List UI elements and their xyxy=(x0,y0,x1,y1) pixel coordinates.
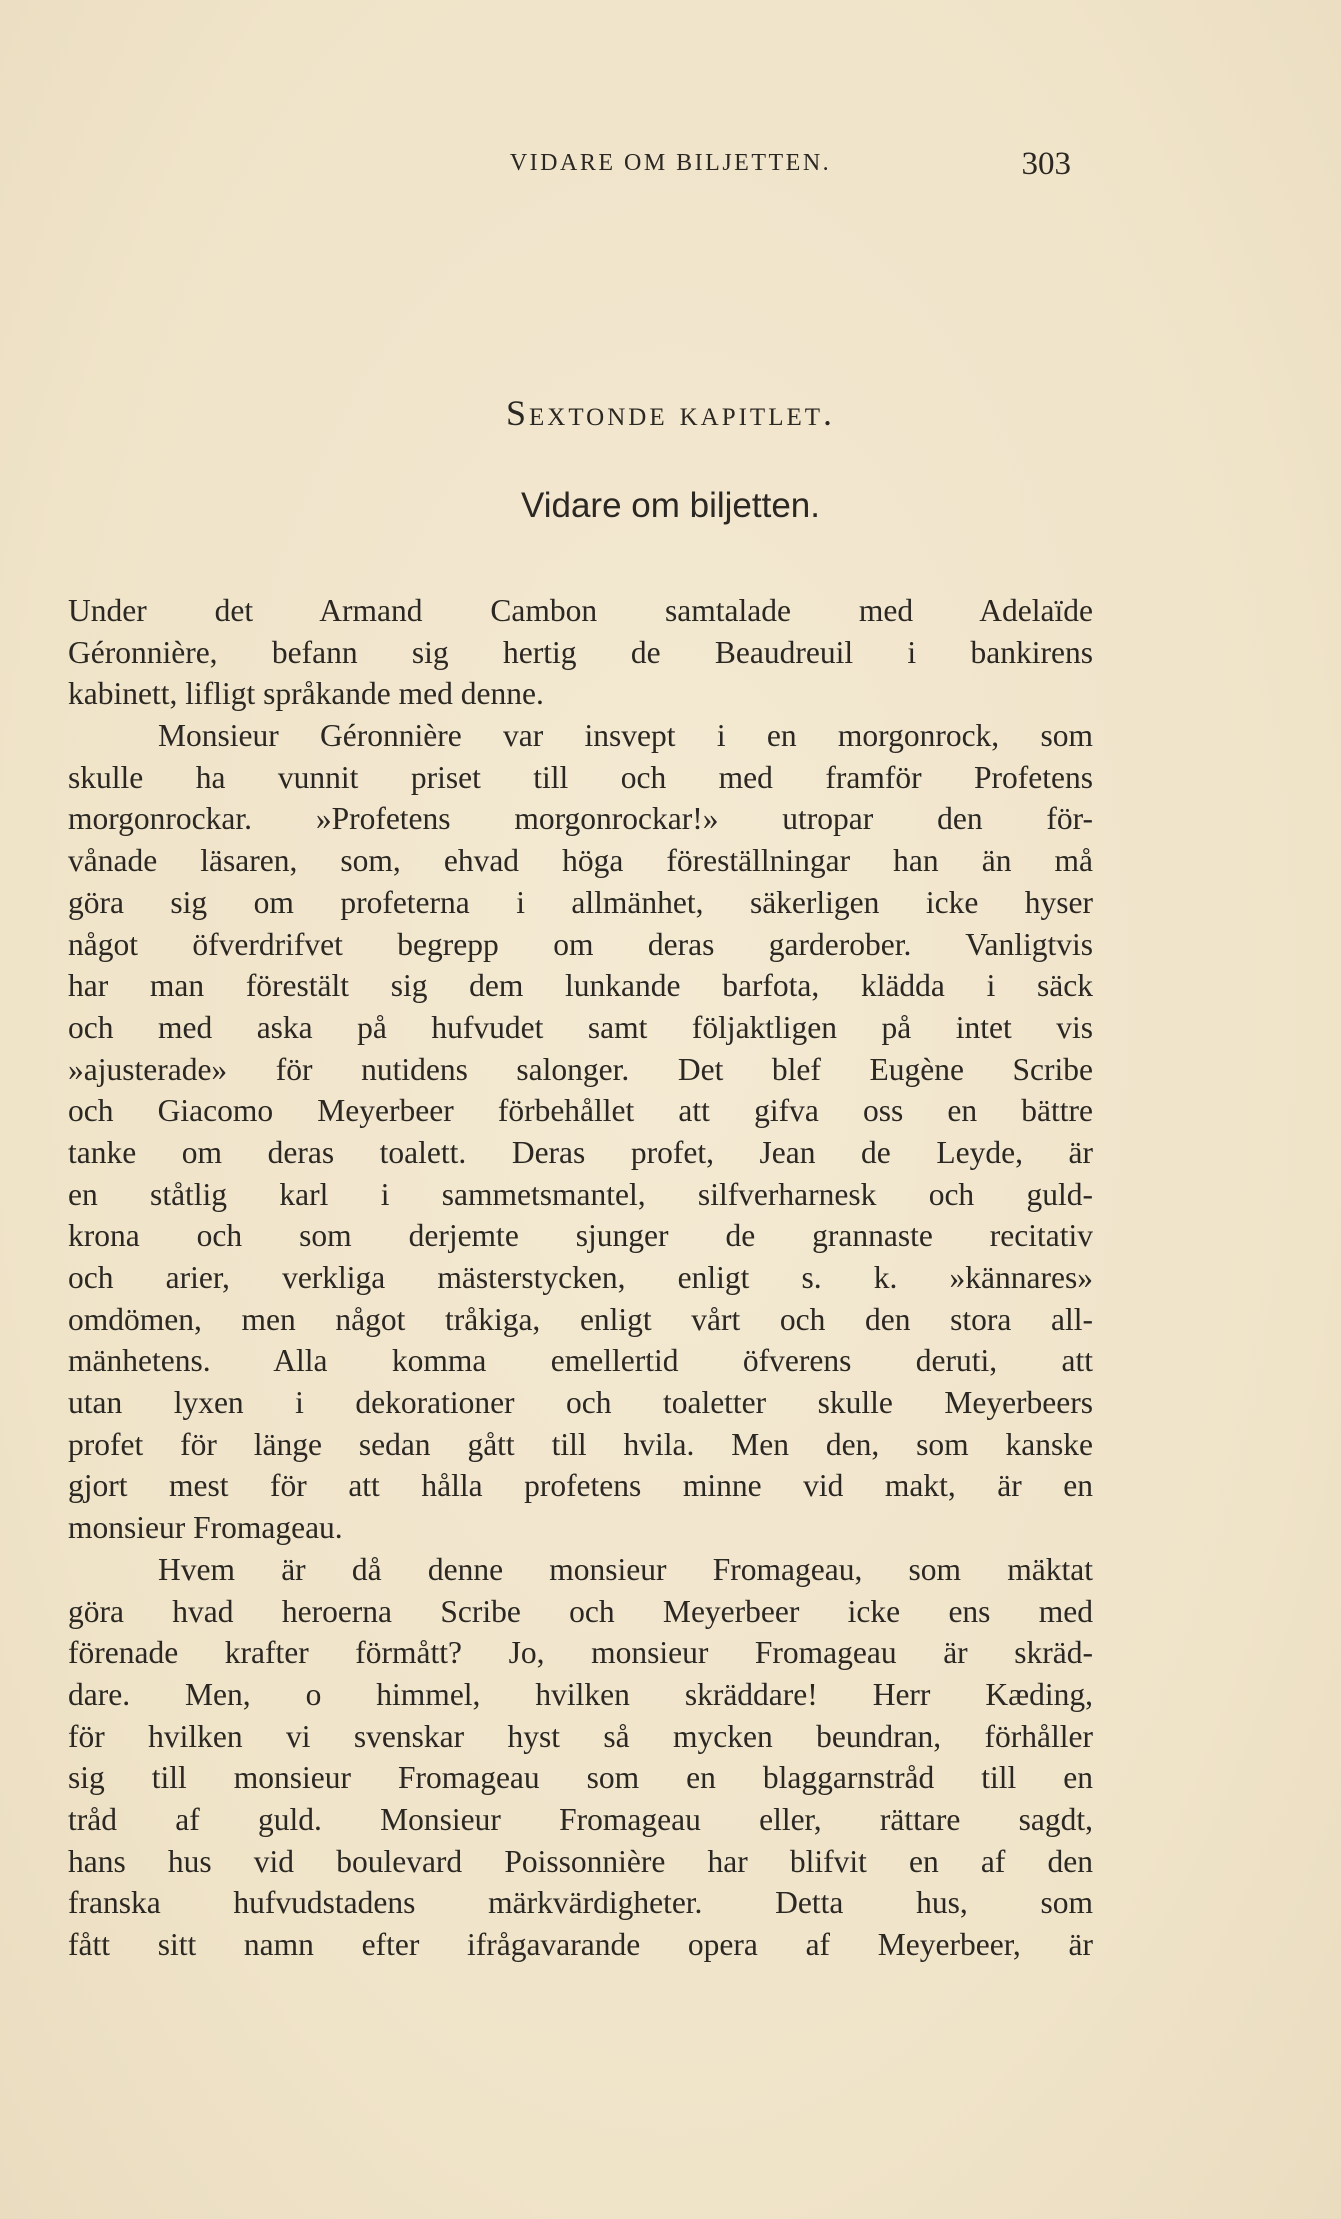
text-line: Géronnière, befann sig hertig de Beaudreuil i bankirens xyxy=(68,634,1093,670)
text-line: för hvilken vi svenskar hyst så mycken beundran, förhåller xyxy=(68,1718,1093,1754)
text-line: och Giacomo Meyerbeer förbehållet att gifva oss en bättre xyxy=(68,1093,1093,1129)
text-line: omdömen, men något tråkiga, enligt vårt och den stora all- xyxy=(68,1301,1093,1337)
text-line: en ståtlig karl i sammetsmantel, silfverharnesk och guld- xyxy=(68,1176,1093,1212)
text-line: skulle ha vunnit priset till och med framför Profetens xyxy=(68,759,1093,795)
text-line: göra hvad heroerna Scribe och Meyerbeer icke ens med xyxy=(68,1593,1093,1629)
text-line: monsieur Fromageau. xyxy=(68,1510,343,1546)
text-line: tråd af guld. Monsieur Fromageau eller, rättare sagdt, xyxy=(68,1801,1093,1837)
text-line: och med aska på hufvudet samt följaktligen på intet vis xyxy=(68,1009,1093,1045)
text-line: Monsieur Géronnière var insvept i en morgonrock, som xyxy=(158,718,1093,754)
text-line: gjort mest för att hålla profetens minne vid makt, är en xyxy=(68,1468,1093,1504)
text-line: något öfverdrifvet begrepp om deras garderober. Vanligtvis xyxy=(68,926,1093,962)
text-line: utan lyxen i dekorationer och toaletter skulle Meyerbeers xyxy=(68,1385,1093,1421)
text-line: profet för länge sedan gått till hvila. Men den, som kanske xyxy=(68,1426,1093,1462)
text-line: krona och som derjemte sjunger de grannaste recitativ xyxy=(68,1218,1093,1254)
text-line: och arier, verkliga mästerstycken, enligt s. k. »kännares» xyxy=(68,1260,1093,1295)
text-line: »ajusterade» för nutidens salonger. Det blef Eugène Scribe xyxy=(68,1051,1093,1087)
text-line: Hvem är då denne monsieur Fromageau, som mäktat xyxy=(158,1551,1093,1587)
text-line: mänhetens. Alla komma emellertid öfverens deruti, att xyxy=(68,1343,1093,1379)
text-line: förenade krafter förmått? Jo, monsieur Fromageau är skräd- xyxy=(68,1635,1093,1671)
page-number: 303 xyxy=(1021,146,1071,182)
text-line: dare. Men, o himmel, hvilken skräddare! Herr Kæding, xyxy=(68,1676,1093,1712)
chapter-heading: Sextonde kapitlet. xyxy=(505,393,836,433)
text-line: kabinett, lifligt språkande med denne. xyxy=(68,676,544,712)
text-line: fått sitt namn efter ifrågavarande opera af Meyerbeer, är xyxy=(68,1927,1093,1962)
text-line: sig till monsieur Fromageau som en blaggarnstråd till en xyxy=(68,1760,1093,1796)
text-line: Under det Armand Cambon samtalade med Adelaïde xyxy=(68,593,1093,628)
body-text xyxy=(68,590,1093,1966)
text-line: göra sig om profeterna i allmänhet, säkerligen icke hyser xyxy=(68,884,1093,920)
text-line: har man förestält sig dem lunkande barfota, klädda i säck xyxy=(68,968,1093,1004)
text-line: morgonrockar. »Profetens morgonrockar!» utropar den för- xyxy=(68,801,1093,837)
text-line: vånade läsaren, som, ehvad höga föreställningar han än må xyxy=(68,843,1093,879)
text-line: franska hufvudstadens märkvärdigheter. Detta hus, som xyxy=(68,1885,1093,1921)
running-title: VIDARE OM BILJETTEN. xyxy=(509,150,832,176)
text-line: hans hus vid boulevard Poissonnière har blifvit en af den xyxy=(68,1843,1093,1879)
text-line: tanke om deras toalett. Deras profet, Jean de Leyde, är xyxy=(68,1134,1093,1170)
section-title: Vidare om biljetten. xyxy=(521,486,820,525)
running-head xyxy=(0,146,1341,186)
